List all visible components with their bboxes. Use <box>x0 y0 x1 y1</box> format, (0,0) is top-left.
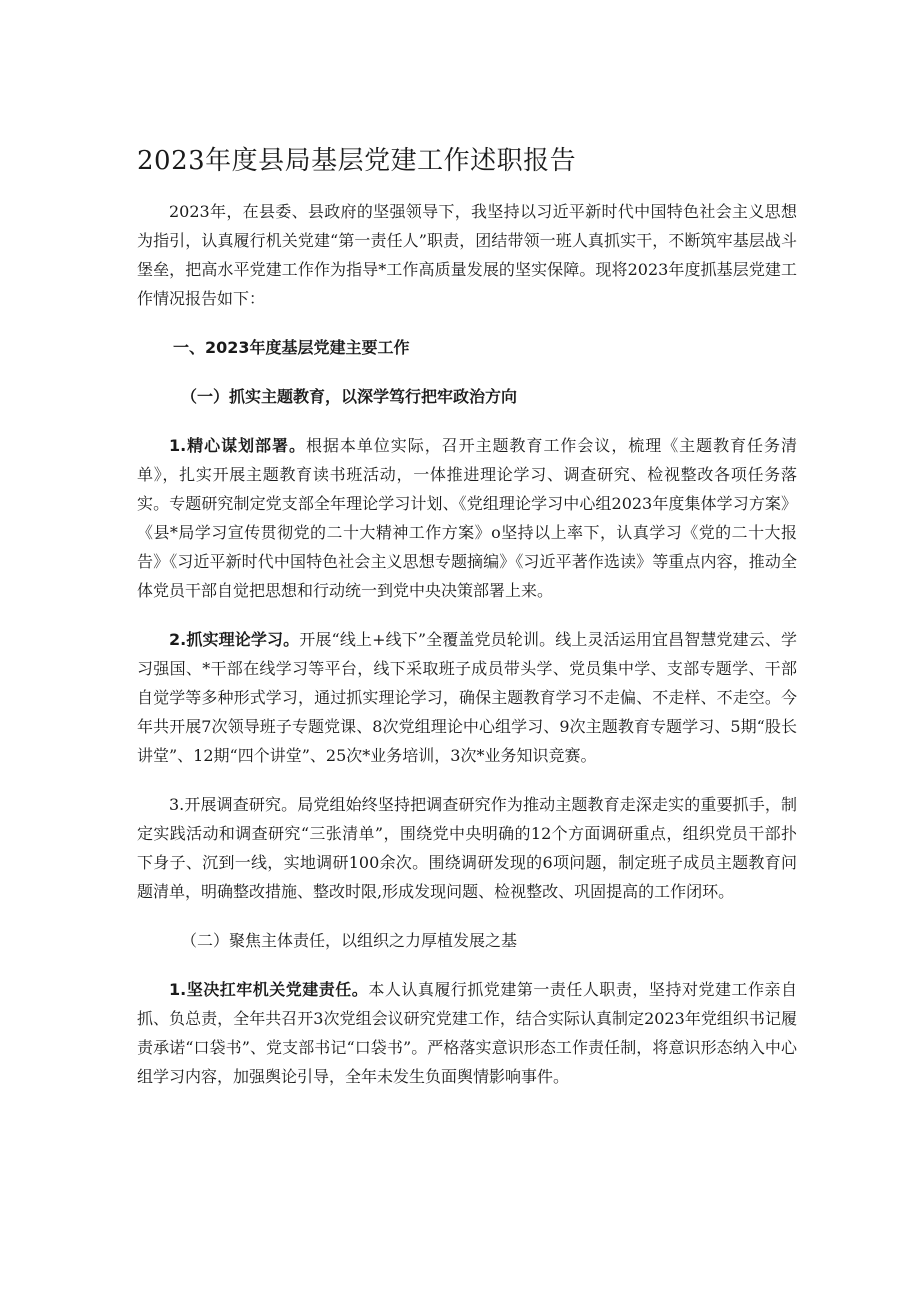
item-2-heading: 2.抓实理论学习。 <box>169 630 300 649</box>
item-4-text: 本人认真履行抓党建第一责任人职责，坚持对党建工作亲自抓、负总责，全年共召开3次党组会议研究党建工作，结合实际认真制定2023年党组织书记履责承诺“口袋书”、党支部书记“口袋书”。严格落实意识形态工作责任制，将意识形态纳入中心组学习内容，加强舆论引导，全年未发生负面舆情影响事件。 <box>137 980 797 1086</box>
subsection-heading-2: （二）聚焦主体责任，以组织之力厚植发展之基 <box>181 931 518 950</box>
item-1-text: 根据本单位实际，召开主题教育工作会议，梳理《主题教育任务清单》，扎实开展主题教育读书班活动，一体推进理论学习、调查研究、检视整改各项任务落实。专题研究制定党支部全年理论学习计划、《党组理论学习中心组2023年度集体学习方案》《县*局学习宣传贯彻党的二十大精神工作方案》o坚持以上率下，认真学习《党的二十大报告》《习近平新时代中国特色社会主义思想专题摘编》《习近平著作选读》等重点内容，推动全体党员干部自觉把思想和行动统一到党中央决策部署上来。 <box>137 436 797 600</box>
subsection-heading-1: （一）抓实主题教育，以深学笃行把牢政治方向 <box>181 387 518 406</box>
section-heading-1: 一、2023年度基层党建主要工作 <box>173 338 410 357</box>
paragraph-item-1 <box>137 431 797 605</box>
paragraph-item-4 <box>137 975 797 1091</box>
paragraph-item-2 <box>137 625 797 770</box>
intro-paragraph: 2023年，在县委、县政府的坚强领导下，我坚持以习近平新时代中国特色社会主义思想为指引，认真履行机关党建“第一责任人”职责，团结带领一班人真抓实干，不断筑牢基层战斗堡垒，把高水平党建工作作为指导*工作高质量发展的坚实保障。现将2023年度抓基层党建工作情况报告如下： <box>137 202 797 308</box>
report-title: 2023年度县局基层党建工作述职报告 <box>137 146 577 176</box>
item-4-heading: 1.坚决扛牢机关党建责任。 <box>169 980 369 999</box>
item-1-heading: 1.精心谋划部署。 <box>169 436 306 455</box>
report-body <box>137 197 797 1091</box>
paragraph-item-3: 3.开展调查研究。局党组始终坚持把调查研究作为推动主题教育走深走实的重要抓手，制定实践活动和调查研究“三张清单”，围绕党中央明确的12个方面调研重点，组织党员干部扑下身子、沉到一线，实地调研100余次。围绕调研发现的6项问题，制定班子成员主题教育问题清单，明确整改措施、整改时限,形成发现问题、检视整改、巩固提高的工作闭环。 <box>137 795 797 901</box>
item-2-text: 开展“线上+线下”全覆盖党员轮训。线上灵活运用宜昌智慧党建云、学习强国、*干部在线学习等平台，线下采取班子成员带头学、党员集中学、支部专题学、干部自觉学等多种形式学习，通过抓实理论学习，确保主题教育学习不走偏、不走样、不走空。今年共开展7次领导班子专题党课、8次党组理论中心组学习、9次主题教育专题学习、5期“股长讲堂”、12期“四个讲堂”、25次*业务培训，3次*业务知识竞赛。 <box>137 630 797 765</box>
